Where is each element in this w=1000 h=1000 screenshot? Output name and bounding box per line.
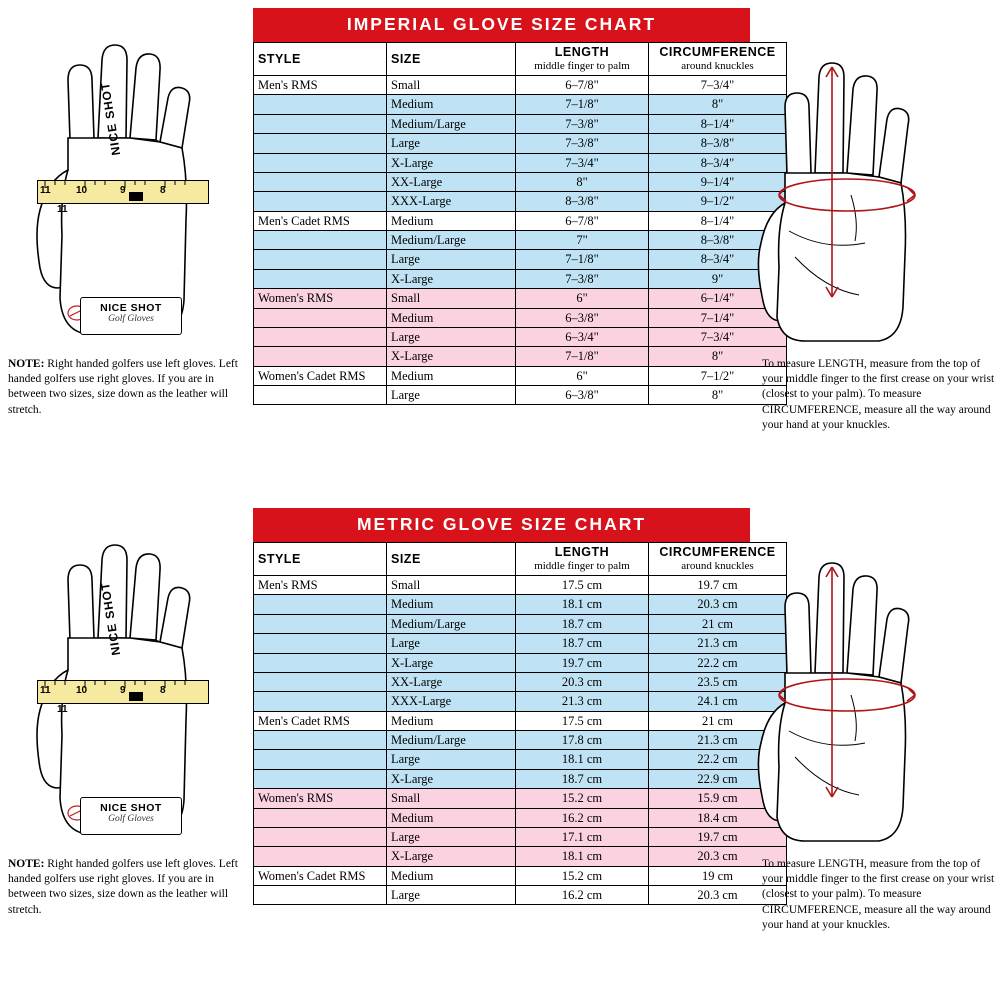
table-row — [254, 134, 787, 153]
cell-style — [254, 672, 387, 691]
header-length-sub: middle finger to palm — [534, 59, 630, 72]
measure-instructions-metric: To measure LENGTH, measure from the top of your middle finger to the first crease on your wrist (closest to your palm). To measure CIRCUMFERENCE, measure all the way around your hand at your knuckles. — [762, 858, 995, 931]
cell-style: Women's Cadet RMS — [254, 866, 387, 885]
cell-size: Large — [387, 327, 516, 346]
cell-size: Medium — [387, 95, 516, 114]
table-row — [254, 808, 787, 827]
cell-circumference: 9–1/4" — [649, 172, 787, 191]
brand-name: NICE SHOT — [100, 302, 162, 314]
cell-size: X-Large — [387, 153, 516, 172]
cell-circumference: 21 cm — [649, 614, 787, 633]
left-glove-illustration — [10, 20, 240, 350]
cell-size: X-Large — [387, 653, 516, 672]
cell-length: 7" — [516, 231, 649, 250]
cell-length: 18.7 cm — [516, 769, 649, 788]
cell-size: X-Large — [387, 269, 516, 288]
cell-size: Medium — [387, 595, 516, 614]
cell-circumference: 22.2 cm — [649, 750, 787, 769]
cell-circumference: 9" — [649, 269, 787, 288]
table-row — [254, 750, 787, 769]
cell-length: 7–3/8" — [516, 134, 649, 153]
cell-style — [254, 595, 387, 614]
cell-length: 8" — [516, 172, 649, 191]
sizing-note-body: Right handed golfers use left gloves. Left handed golfers use right gloves. If you are in between two sizes, size down as the leather will stretch. — [8, 358, 238, 416]
imperial-size-table — [253, 42, 787, 405]
table-row — [254, 595, 787, 614]
cell-size: XXX-Large — [387, 192, 516, 211]
table-row — [254, 576, 787, 595]
cell-circumference: 7–3/4" — [649, 327, 787, 346]
cell-length: 18.7 cm — [516, 634, 649, 653]
hand-measure-illustration — [755, 45, 995, 345]
cell-size: X-Large — [387, 847, 516, 866]
table-row — [254, 153, 787, 172]
cell-size: Medium/Large — [387, 731, 516, 750]
cell-length: 20.3 cm — [516, 672, 649, 691]
cell-size: X-Large — [387, 347, 516, 366]
cell-circumference: 8" — [649, 95, 787, 114]
table-row — [254, 172, 787, 191]
cell-size: Large — [387, 134, 516, 153]
cell-length: 7–1/8" — [516, 347, 649, 366]
cell-size: Medium — [387, 308, 516, 327]
cell-circumference: 19.7 cm — [649, 576, 787, 595]
cell-length: 17.1 cm — [516, 827, 649, 846]
cell-size: XX-Large — [387, 172, 516, 191]
header-length-sub-metric: middle finger to palm — [534, 559, 630, 572]
table-row — [254, 634, 787, 653]
cell-size: Large — [387, 750, 516, 769]
table-row — [254, 614, 787, 633]
cell-length: 6–7/8" — [516, 211, 649, 230]
cell-circumference: 8–3/8" — [649, 134, 787, 153]
cell-size: Medium — [387, 366, 516, 385]
cell-style: Women's Cadet RMS — [254, 366, 387, 385]
cell-size: Large — [387, 386, 516, 405]
cell-style — [254, 692, 387, 711]
table-row — [254, 327, 787, 346]
cell-length: 6–7/8" — [516, 76, 649, 95]
sizing-note-body-metric: Right handed golfers use left gloves. Left handed golfers use right gloves. If you are in between two sizes, size down as the leather will stretch. — [8, 858, 238, 916]
cell-size: Large — [387, 250, 516, 269]
cell-circumference: 7–1/4" — [649, 308, 787, 327]
table-row — [254, 347, 787, 366]
header-size: SIZE — [387, 43, 516, 76]
tape-tick-9: 9 — [120, 185, 126, 196]
cell-circumference: 6–1/4" — [649, 289, 787, 308]
table-row — [254, 114, 787, 133]
sizing-note-lead-metric: NOTE: — [8, 858, 45, 870]
table-row — [254, 192, 787, 211]
cell-style: Women's RMS — [254, 289, 387, 308]
tape-tick-8-metric: 8 — [160, 685, 166, 696]
cell-size: X-Large — [387, 769, 516, 788]
header-length-metric — [516, 543, 649, 576]
cell-length: 15.2 cm — [516, 789, 649, 808]
table-row — [254, 269, 787, 288]
cell-length: 21.3 cm — [516, 692, 649, 711]
glove-brand-text-metric: NICE SHOT — [97, 580, 124, 657]
cell-length: 6–3/4" — [516, 327, 649, 346]
cell-circumference: 21.3 cm — [649, 731, 787, 750]
left-glove-illustration-metric — [10, 520, 240, 850]
table-row — [254, 95, 787, 114]
table-row — [254, 250, 787, 269]
cell-style — [254, 769, 387, 788]
cell-circumference: 23.5 cm — [649, 672, 787, 691]
header-circumference-label: CIRCUMFERENCE — [659, 45, 776, 60]
tape-tick-11: 11 — [40, 185, 51, 196]
cell-length: 18.1 cm — [516, 595, 649, 614]
hand-diagram-svg — [755, 45, 995, 345]
cell-size: Small — [387, 289, 516, 308]
cell-style — [254, 327, 387, 346]
table-row — [254, 866, 787, 885]
cell-circumference: 8" — [649, 386, 787, 405]
cell-size: Medium/Large — [387, 114, 516, 133]
cell-style — [254, 750, 387, 769]
cell-style — [254, 231, 387, 250]
cell-style — [254, 134, 387, 153]
cell-size: Medium — [387, 711, 516, 730]
tape-tick-10-metric: 10 — [76, 685, 88, 696]
cell-size: Small — [387, 789, 516, 808]
cell-circumference: 8–3/8" — [649, 231, 787, 250]
table-row — [254, 366, 787, 385]
cell-circumference: 19.7 cm — [649, 827, 787, 846]
cell-style — [254, 172, 387, 191]
tape-tick-8: 8 — [160, 185, 166, 196]
cell-circumference: 8" — [649, 347, 787, 366]
brand-tagline-metric: Golf Gloves — [108, 814, 154, 824]
table-row — [254, 308, 787, 327]
imperial-table-body — [254, 76, 787, 405]
cell-length: 7–1/8" — [516, 250, 649, 269]
cell-size: XX-Large — [387, 672, 516, 691]
cell-length: 17.5 cm — [516, 711, 649, 730]
cell-style — [254, 808, 387, 827]
table-row — [254, 386, 787, 405]
cell-style: Men's RMS — [254, 576, 387, 595]
table-row — [254, 827, 787, 846]
cell-circumference: 19 cm — [649, 866, 787, 885]
cell-circumference: 7–1/2" — [649, 366, 787, 385]
brand-label — [80, 297, 182, 335]
cell-style — [254, 827, 387, 846]
cell-circumference: 9–1/2" — [649, 192, 787, 211]
cell-circumference: 21.3 cm — [649, 634, 787, 653]
cell-circumference: 7–3/4" — [649, 76, 787, 95]
cell-length: 6–3/8" — [516, 386, 649, 405]
header-style: STYLE — [254, 43, 387, 76]
cell-style — [254, 192, 387, 211]
cell-circumference: 22.2 cm — [649, 653, 787, 672]
tape-tick-10: 10 — [76, 185, 88, 196]
sizing-note-metric — [8, 857, 240, 918]
cell-circumference: 8–1/4" — [649, 211, 787, 230]
cell-size: Large — [387, 886, 516, 905]
cell-circumference: 24.1 cm — [649, 692, 787, 711]
cell-style: Men's RMS — [254, 76, 387, 95]
cell-style: Men's Cadet RMS — [254, 211, 387, 230]
cell-style — [254, 250, 387, 269]
cell-style: Women's RMS — [254, 789, 387, 808]
header-style-metric: STYLE — [254, 543, 387, 576]
header-circumference-sub-metric: around knuckles — [681, 559, 754, 572]
cell-length: 18.1 cm — [516, 847, 649, 866]
cell-circumference: 15.9 cm — [649, 789, 787, 808]
cell-style: Men's Cadet RMS — [254, 711, 387, 730]
table-row — [254, 231, 787, 250]
cell-circumference: 8–3/4" — [649, 250, 787, 269]
table-row — [254, 76, 787, 95]
table-row — [254, 886, 787, 905]
sizing-note — [8, 357, 240, 418]
cell-length: 17.5 cm — [516, 576, 649, 595]
cell-style — [254, 886, 387, 905]
table-row — [254, 289, 787, 308]
cell-length: 7–3/8" — [516, 114, 649, 133]
cell-style — [254, 269, 387, 288]
metric-panel — [0, 500, 1000, 1000]
cell-size: Medium — [387, 808, 516, 827]
cell-style — [254, 847, 387, 866]
cell-size: Medium — [387, 211, 516, 230]
tape-tick-11-metric: 11 — [40, 685, 51, 696]
cell-length: 6–3/8" — [516, 308, 649, 327]
cell-length: 17.8 cm — [516, 731, 649, 750]
cell-style — [254, 731, 387, 750]
cell-length: 15.2 cm — [516, 866, 649, 885]
glove-brand-text: NICE SHOT — [97, 80, 124, 157]
cell-circumference: 8–1/4" — [649, 114, 787, 133]
header-length — [516, 43, 649, 76]
table-row — [254, 711, 787, 730]
cell-length: 18.1 cm — [516, 750, 649, 769]
sizing-note-lead: NOTE: — [8, 358, 45, 370]
table-header-row-metric — [254, 543, 787, 576]
cell-circumference: 18.4 cm — [649, 808, 787, 827]
cell-length: 7–3/8" — [516, 269, 649, 288]
cell-size: Small — [387, 576, 516, 595]
cell-style — [254, 634, 387, 653]
cell-length: 19.7 cm — [516, 653, 649, 672]
header-circumference-label-metric: CIRCUMFERENCE — [659, 545, 776, 560]
metric-size-table — [253, 542, 787, 905]
cell-size: Medium/Large — [387, 614, 516, 633]
imperial-chart-title: IMPERIAL GLOVE SIZE CHART — [253, 8, 750, 42]
imperial-chart — [253, 8, 776, 405]
brand-tagline: Golf Gloves — [108, 314, 154, 324]
hand-diagram-svg-metric — [755, 545, 995, 845]
hand-measure-illustration-metric — [755, 545, 995, 845]
cell-style — [254, 653, 387, 672]
cell-size: Large — [387, 827, 516, 846]
cell-size: Small — [387, 76, 516, 95]
cell-style — [254, 347, 387, 366]
cell-size: Medium — [387, 866, 516, 885]
cell-circumference: 22.9 cm — [649, 769, 787, 788]
tape-tick-9-metric: 9 — [120, 685, 126, 696]
table-row — [254, 692, 787, 711]
cell-circumference: 20.3 cm — [649, 886, 787, 905]
metric-chart — [253, 508, 776, 905]
table-row — [254, 847, 787, 866]
measure-instructions: To measure LENGTH, measure from the top of your middle finger to the first crease on your wrist (closest to your palm). To measure CIRCUMFERENCE, measure all the way around your hand at your knuckles. — [762, 358, 995, 431]
cell-length: 16.2 cm — [516, 808, 649, 827]
cell-length: 6" — [516, 289, 649, 308]
table-header-row — [254, 43, 787, 76]
cell-style — [254, 308, 387, 327]
cell-circumference: 20.3 cm — [649, 595, 787, 614]
cell-length: 6" — [516, 366, 649, 385]
brand-label-metric — [80, 797, 182, 835]
cell-circumference: 20.3 cm — [649, 847, 787, 866]
cell-length: 18.7 cm — [516, 614, 649, 633]
cell-length: 7–1/8" — [516, 95, 649, 114]
header-length-label-metric: LENGTH — [554, 545, 610, 560]
cell-size: Large — [387, 634, 516, 653]
cell-style — [254, 614, 387, 633]
tape-tick-below: 11 — [57, 204, 68, 215]
table-row — [254, 211, 787, 230]
header-circumference-sub: around knuckles — [681, 59, 754, 72]
brand-name-metric: NICE SHOT — [100, 802, 162, 814]
cell-style — [254, 153, 387, 172]
header-size-metric: SIZE — [387, 543, 516, 576]
table-row — [254, 769, 787, 788]
header-length-label: LENGTH — [554, 45, 610, 60]
metric-table-body — [254, 576, 787, 905]
cell-style — [254, 114, 387, 133]
cell-length: 7–3/4" — [516, 153, 649, 172]
cell-style — [254, 386, 387, 405]
cell-circumference: 21 cm — [649, 711, 787, 730]
table-row — [254, 789, 787, 808]
cell-circumference: 8–3/4" — [649, 153, 787, 172]
table-row — [254, 672, 787, 691]
cell-length: 8–3/8" — [516, 192, 649, 211]
table-row — [254, 653, 787, 672]
table-row — [254, 731, 787, 750]
cell-size: XXX-Large — [387, 692, 516, 711]
cell-length: 16.2 cm — [516, 886, 649, 905]
tape-tick-below-metric: 11 — [57, 704, 68, 715]
cell-size: Medium/Large — [387, 231, 516, 250]
cell-style — [254, 95, 387, 114]
metric-chart-title: METRIC GLOVE SIZE CHART — [253, 508, 750, 542]
